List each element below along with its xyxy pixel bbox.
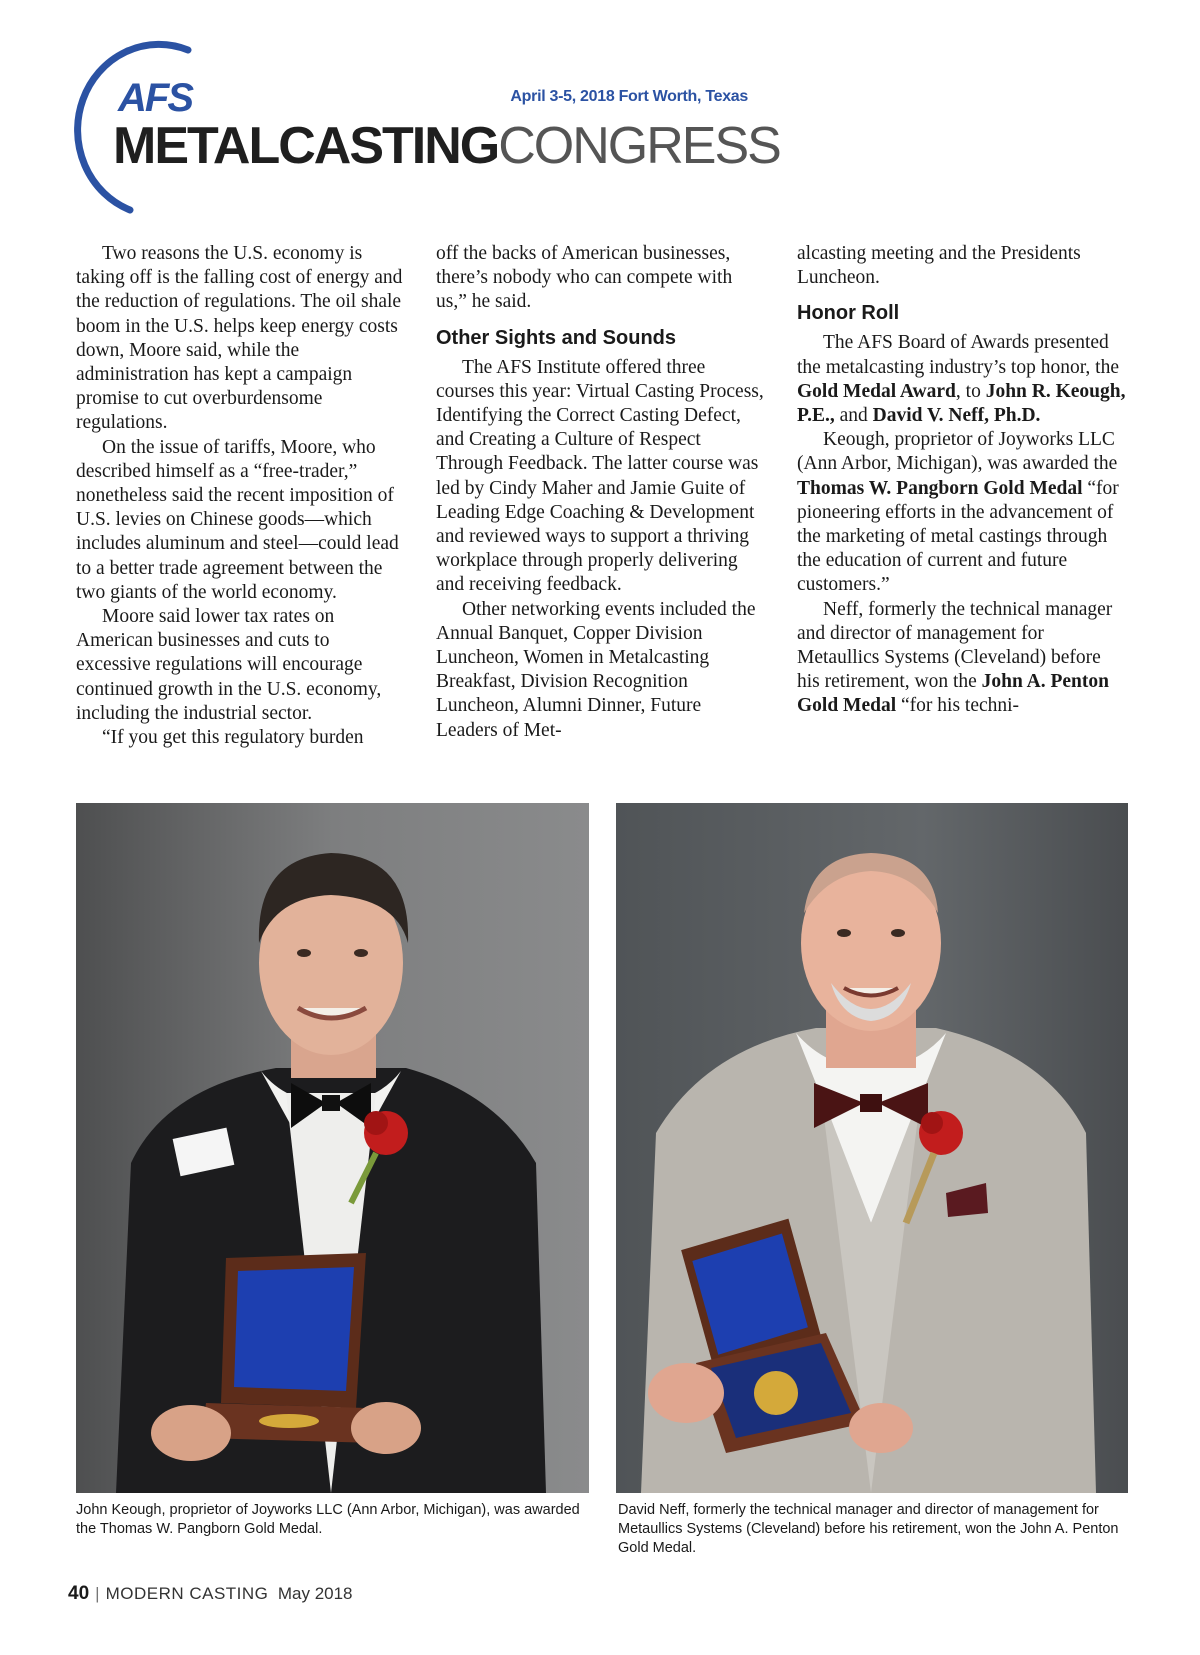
article-column-3	[797, 242, 1127, 719]
article-column-1	[76, 242, 406, 750]
paragraph: Two reasons the U.S. economy is taking off is the falling cost of energy and the reduction of regulations. The oil shale boom in the U.S. helps keep energy costs down, Moore said, while the administration has kept a campaign promise to cut overburdensome regulations.	[76, 243, 403, 434]
paragraph: off the backs of American businesses, there’s nobody who can compete with us,” he said.	[436, 243, 733, 313]
article-column-2	[436, 242, 766, 743]
page-number: 40	[68, 1583, 90, 1604]
photo-neff	[616, 803, 1128, 1493]
congress-header	[0, 0, 1200, 220]
paragraph: On the issue of tariffs, Moore, who described himself as a “free-trader,” nonetheless said the recent imposition of U.S. levies on Chinese goods—which includes aluminum and steel—could lead to a better trade agreement between the two giants of the world economy.	[76, 436, 399, 603]
paragraph: “If you get this regulatory burden	[102, 727, 364, 749]
paragraph: Neff, formerly the technical manager and director of management for Metaullics Systems (Cleveland) before his retirement, won the John A. Penton Gold Medal “for his techni-	[797, 598, 1113, 717]
paragraph: The AFS Institute offered three courses this year: Virtual Casting Process, Identifying the Correct Casting Defect, and Creating a Culture of Respect Through Feedback. The latter course was led by Cindy Maher and Jamie Guite of Leading Edge Coaching & Development and reviewed ways to support a thriving workplace through properly delivering and receiving feedback.	[436, 356, 764, 596]
title-bold: METALCASTING	[113, 117, 499, 175]
event-date: April 3-5, 2018 Fort Worth, Texas	[510, 88, 748, 105]
paragraph: The AFS Board of Awards presented the metalcasting industry’s top honor, the Gold Medal Award, to John R. Keough, P.E., and David V. Neff, Ph.D.	[797, 332, 1126, 427]
paragraph: Other networking events included the Annual Banquet, Copper Division Luncheon, Women in Metalcasting Breakfast, Division Recognition Luncheon, Alumni Dinner, Future Leaders of Met-	[436, 598, 756, 741]
paragraph: Keough, proprietor of Joyworks LLC (Ann Arbor, Michigan), was awarded the Thomas W. Pangborn Gold Medal “for pioneering efforts in the advancement of the marketing of metal castings through the education of current and future customers.”	[797, 429, 1119, 596]
publication-name: MODERN CASTING	[105, 1584, 269, 1603]
photo-keough	[76, 803, 589, 1493]
section-heading: Other Sights and Sounds	[436, 326, 677, 349]
issue-date: May 2018	[277, 1584, 353, 1603]
section-heading: Honor Roll	[797, 302, 900, 325]
paragraph: Moore said lower tax rates on American businesses and cuts to excessive regulations will encourage continued growth in the U.S. economy, including the industrial sector.	[76, 606, 382, 724]
title-light: CONGRESS	[498, 117, 780, 175]
footer-separator: |	[95, 1584, 100, 1603]
photo-caption: David Neff, formerly the technical manager and director of management for Metaullics Systems (Cleveland) before his retirement, won the John A. Penton Gold Medal.	[618, 1502, 1119, 1556]
photo-caption: John Keough, proprietor of Joyworks LLC (Ann Arbor, Michigan), was awarded the Thomas W. Pangborn Gold Medal.	[76, 1502, 580, 1537]
congress-title	[113, 115, 780, 177]
paragraph: alcasting meeting and the Presidents Luncheon.	[797, 243, 1081, 289]
page-footer	[68, 1583, 353, 1605]
afs-logo: AFS	[118, 76, 192, 120]
